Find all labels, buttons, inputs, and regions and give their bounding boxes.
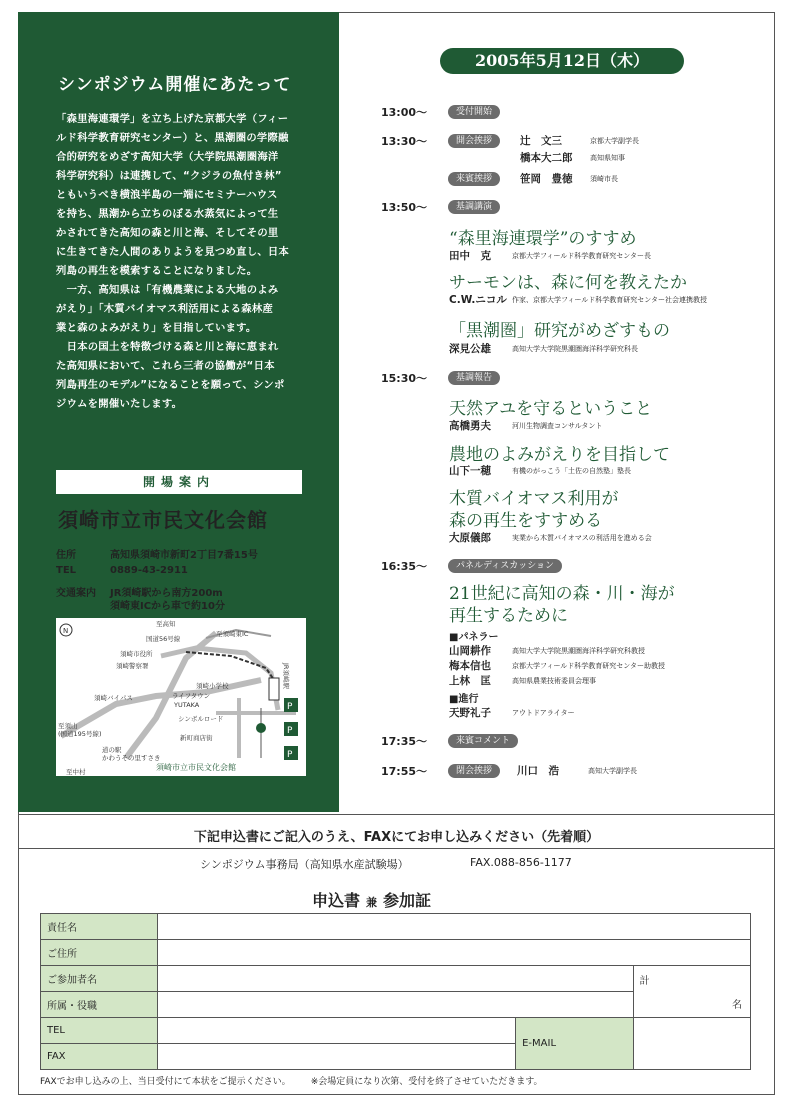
intro-line: ルド科学教育研究センター）と、黒潮圏の学際融	[56, 132, 289, 144]
footnote-2: ※会場定員になり次第、受付を終了させていただきます。	[310, 1077, 543, 1087]
parking-label: P	[287, 726, 293, 736]
form-label: ご参加者名	[41, 966, 158, 992]
talk-title-line-2: 森の再生をすすめる	[449, 511, 603, 531]
session-tag: 開会挨拶	[448, 134, 500, 148]
access-line-2: 須崎東ICから車で約10分	[110, 601, 225, 612]
speaker-role: 高知大学副学長	[588, 767, 637, 775]
time-label: 13:00〜	[381, 106, 428, 119]
map-label: かわうその里すさき	[102, 754, 161, 762]
speaker-name: 大原儀郎	[449, 532, 491, 544]
speaker-role: 高知大学大学院黒潮圏海洋科学研究科長	[512, 345, 638, 353]
tel-field[interactable]	[158, 1018, 516, 1044]
session-tag: 来賓挨拶	[448, 172, 500, 186]
panel-title-line-2: 再生するために	[449, 606, 568, 626]
participant-count-field[interactable]	[633, 966, 750, 1018]
speaker-role: 作家、京都大学フィールド科学教育研究センター社会連携教授	[512, 296, 708, 304]
intro-line: 一方、高知県は「有機農業による大地のよみ	[56, 284, 279, 296]
speaker-name: 川口 浩	[517, 765, 559, 777]
talk-title: 農地のよみがえりを目指して	[449, 445, 670, 465]
access-label: 交通案内	[56, 588, 96, 599]
form-label: E-MAIL	[516, 1018, 633, 1070]
map-label: JR須崎駅	[282, 663, 290, 689]
form-label: FAX	[41, 1044, 158, 1070]
divider	[18, 848, 775, 849]
time-label: 15:30〜	[381, 372, 428, 385]
speaker-role: 京都大学副学長	[590, 137, 639, 145]
footnote-1: FAXでお申し込みの上、当日受付にて本状をご提示ください。	[40, 1077, 291, 1087]
talk-title: サーモンは、森に何を教えたか	[449, 273, 687, 293]
intro-line: 日本の国土を特徴づける森と川と海に恵まれ	[56, 341, 279, 353]
moderator-name: 天野礼子	[449, 707, 491, 719]
speaker-name: 橋本大二郎	[520, 152, 573, 164]
application-form	[40, 913, 751, 1070]
address-field[interactable]	[158, 940, 751, 966]
speaker-role: 有機のがっこう「土佐の自然塾」塾長	[512, 467, 631, 475]
north-label: N	[63, 627, 69, 635]
office-line	[200, 856, 572, 872]
panelist-name: 山岡耕作	[449, 645, 491, 657]
panelist-role: 高知大学大学院黒潮圏海洋科学研究科教授	[512, 647, 645, 655]
intro-line: 科学研究科）は連携して、“クジラの魚付き林”	[56, 170, 282, 182]
panelists-heading: ■パネラー	[449, 632, 499, 643]
map-label: 須崎市役所	[120, 650, 153, 658]
speaker-role: 京都大学フィールド科学教育研究センター長	[512, 252, 652, 260]
map-label: 須崎警察署	[116, 662, 149, 670]
venue-map	[56, 618, 306, 776]
map-label: (国道195号線)	[58, 730, 102, 738]
speaker-role: 須崎市長	[590, 175, 618, 183]
talk-title: 天然アユを守るということ	[449, 399, 653, 419]
map-label: YUTAKA	[174, 701, 200, 709]
map-label: 至須崎東IC	[216, 630, 249, 638]
map-label: 新町商店街	[180, 734, 213, 742]
intro-line: ジウムを開催いたします。	[56, 398, 183, 410]
map-label: 須崎バイパス	[94, 694, 133, 702]
speaker-name: 高橋勇夫	[449, 420, 491, 432]
form-title	[312, 888, 431, 911]
speaker-name: 笹岡 豊徳	[520, 173, 573, 185]
session-tag: 受付開始	[448, 105, 500, 119]
speaker-role: 河川生物調査コンサルタント	[512, 422, 603, 430]
panelist-role: 高知県農業技術委員会理事	[512, 677, 596, 685]
speaker-name: 辻 文三	[520, 135, 562, 147]
access-line-1: JR須崎駅から南方200m	[110, 588, 223, 599]
divider	[18, 814, 775, 815]
office-fax: FAX.088-856-1177	[470, 856, 572, 869]
office-name: シンポジウム事務局（高知県水産試験場）	[200, 858, 409, 871]
footnote	[40, 1074, 543, 1087]
time-label: 13:30〜	[381, 135, 428, 148]
venue-name: 須崎市立市民文化会館	[58, 508, 268, 532]
unit-label: 名	[732, 1000, 742, 1011]
total-label: 計	[639, 976, 650, 987]
time-label: 16:35〜	[381, 560, 428, 573]
intro-line: 合的研究をめざす高知大学（大学院黒潮圏海洋	[56, 151, 279, 163]
intro-line: 列島再生のモデル”になることを願って、シンポ	[56, 379, 285, 391]
address-label: 住所	[56, 550, 76, 561]
intro-line: 業と森のよみがえり」を目指しています。	[56, 322, 257, 334]
participant-name-field[interactable]	[158, 966, 633, 992]
intro-line: を持ち、黒潮から立ちのぼる水蒸気によって生	[56, 208, 279, 220]
map-label: 至中村	[66, 768, 86, 776]
position-field[interactable]	[158, 992, 633, 1018]
intro-line: がえり」「木質バイオマス利活用による森林産	[56, 303, 274, 315]
station-icon	[269, 678, 279, 700]
talk-title: 「黒潮圏」研究がめざすもの	[449, 321, 670, 341]
intro-line: ともいうべき横浪半島の一端にセミナーハウス	[56, 189, 278, 201]
panelist-name: 上林 匡	[449, 675, 491, 687]
panelist-role: 京都大学フィールド科学教育研究センター助教授	[512, 662, 666, 670]
time-label: 13:50〜	[381, 201, 428, 214]
map-label: 至高知	[156, 620, 176, 628]
speaker-role: 高知県知事	[590, 154, 625, 162]
form-label: TEL	[41, 1018, 158, 1044]
speaker-name: 山下一穂	[449, 465, 491, 477]
session-tag: 閉会挨拶	[448, 764, 500, 778]
map-label: シンボルロード	[178, 715, 224, 723]
organization-field[interactable]	[158, 914, 751, 940]
map-hall-label: 須崎市立市民文化会館	[156, 763, 236, 772]
fax-field[interactable]	[158, 1044, 516, 1070]
speaker-role: 実業から木質バイオマスの利活用を進める会	[512, 534, 652, 542]
tel-label: TEL	[56, 565, 77, 576]
intro-line: た高知県において、これら三者の協働が“日本	[56, 360, 275, 372]
map-label: ライフタウン	[172, 692, 211, 700]
panel-title: 21世紀に高知の森・川・海が	[449, 584, 675, 604]
time-label: 17:35〜	[381, 735, 428, 748]
event-date: 2005年5月12日（木）	[440, 48, 684, 74]
speaker-name: C.W.ニコル	[449, 294, 507, 306]
address-value: 高知県須崎市新町2丁目7番15号	[110, 550, 258, 561]
moderator-heading: ■進行	[449, 694, 479, 705]
venue-box-label: 開場案内	[56, 470, 302, 494]
map-label: 至須山	[58, 722, 78, 730]
parking-label: P	[287, 702, 293, 712]
instruction-text: 下記申込書にご記入のうえ、FAXにてお申し込みください（先着順）	[193, 830, 600, 845]
talk-title: “森里海連環学”のすすめ	[449, 229, 637, 249]
intro-heading: シンポジウム開催にあたって	[58, 75, 292, 95]
intro-line: 「森里海連環学」を立ち上げた京都大学（フィー	[56, 113, 289, 125]
map-label: 須崎小学校	[196, 682, 229, 690]
time-label: 17:55〜	[381, 765, 428, 778]
session-tag: パネルディスカッション	[448, 559, 562, 573]
email-field[interactable]	[633, 1018, 750, 1070]
parking-label: P	[287, 750, 293, 760]
talk-title: 木質バイオマス利用が	[449, 489, 619, 509]
session-tag: 来賓コメント	[448, 734, 518, 748]
moderator-role: アウトドアライター	[512, 709, 575, 717]
map-label: 国道56号線	[146, 635, 181, 643]
form-title-a: 申込書	[312, 891, 361, 910]
speaker-name: 深見公雄	[449, 343, 491, 355]
intro-text	[56, 110, 326, 414]
intro-line: 列島の再生を模索することになりました。	[56, 265, 258, 277]
tel-value: 0889-43-2911	[110, 565, 188, 576]
form-title-k: 兼	[366, 896, 378, 909]
form-label: 所属・役職	[41, 992, 158, 1018]
session-tag: 基調報告	[448, 371, 500, 385]
panelist-name: 梅本信也	[449, 660, 491, 672]
form-label: ご住所	[41, 940, 158, 966]
intro-line: に生きてきた人間のありようを見つめ直し、日本	[56, 246, 290, 258]
session-tag: 基調講演	[448, 200, 500, 214]
form-title-b: 参加証	[383, 891, 432, 910]
hall-marker-icon	[256, 723, 266, 733]
form-label: 責任名	[41, 914, 158, 940]
intro-line: かされてきた高知の森と川と海、そしてその里	[56, 227, 279, 239]
speaker-name: 田中 克	[449, 250, 491, 262]
map-label: 道の駅	[102, 746, 122, 754]
